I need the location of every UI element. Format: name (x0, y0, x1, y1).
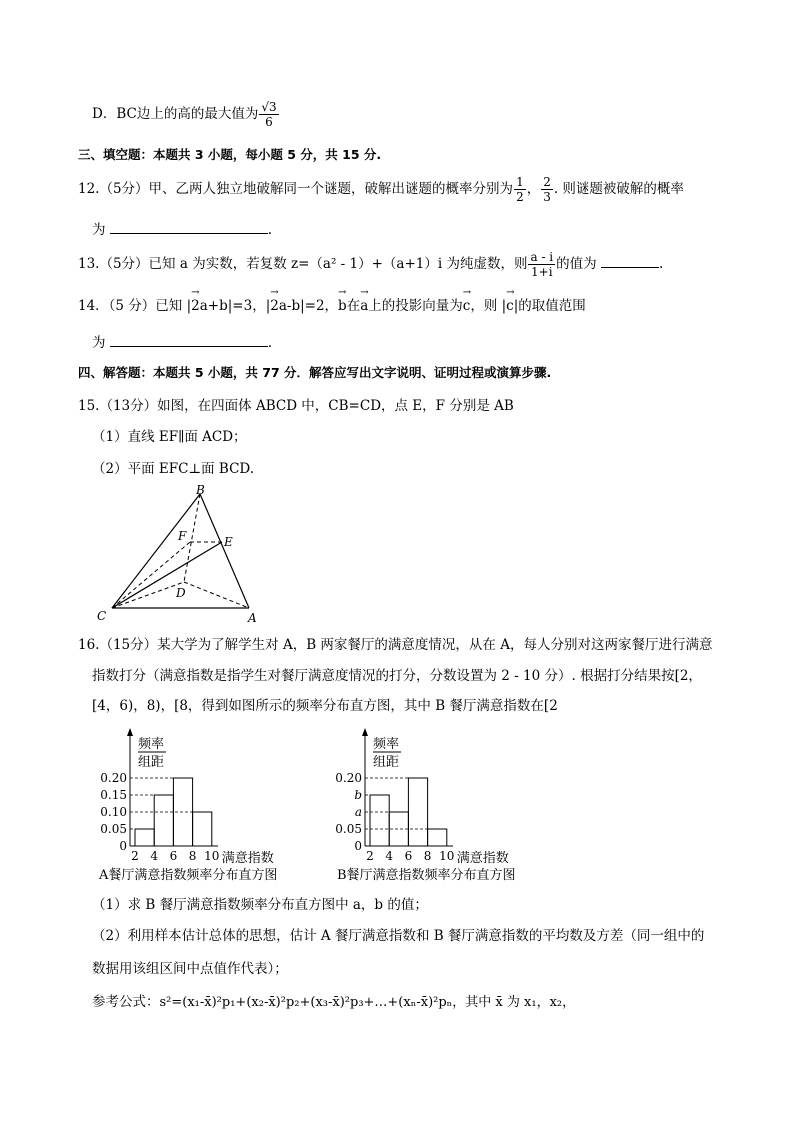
histogram-b (325, 724, 540, 864)
y-tick-label: b (354, 788, 362, 802)
fraction-numerator: 1 (516, 175, 524, 189)
y-tick-label: 0.05 (335, 822, 362, 836)
variance-formula: s²=(x₁-x̄)²p₁+(x₂-x̄)²p₂+(x₃-x̄)²p₃+…+(xₙ-x̄)²pₙ，其中 x̄ 为 x₁，x₂， (159, 995, 576, 1010)
q14-answer-blank[interactable] (110, 346, 268, 347)
q13-line (78, 250, 663, 279)
histogram-bar (135, 829, 154, 846)
y-tick-label: 0 (119, 839, 127, 853)
x-axis-label: 满意指数 (221, 851, 274, 864)
q12-prefix: 为 (92, 222, 106, 238)
edge-bc (112, 494, 200, 608)
y-label-top: 频率 (373, 737, 400, 752)
x-tick-label: 10 (204, 849, 220, 863)
q14-prefix: 为 (92, 335, 106, 351)
label-b: B (196, 483, 205, 497)
histogram-bar (370, 795, 389, 846)
q12-frac1 (514, 175, 526, 204)
y-label-bottom: 组距 (138, 755, 165, 770)
q12-text: 12.（5分）甲、乙两人独立地破解同一个谜题，破解出谜题的概率分别为 (78, 181, 514, 197)
q16-line1: 16.（15分）某大学为了解学生对 A，B 两家餐厅的满意度情况，从在 A，每人分别对这两家餐厅进行满意 (78, 637, 713, 653)
q12-answer-blank[interactable] (110, 233, 268, 234)
fraction-numerator: √3 (261, 100, 277, 114)
q14-text-3: |=2， (300, 298, 339, 314)
y-tick-label: a (354, 805, 362, 819)
q15-part2: （2）平面 EFC⊥面 BCD. (92, 461, 255, 477)
q13-text: 13.（5分）已知 a 为实数，若复数 z=（a² - 1）+（a+1）i 为纯虚数，则 (78, 256, 528, 272)
histogram-bar (193, 812, 212, 846)
label-f: F (178, 529, 187, 543)
x-tick-label: 10 (439, 849, 455, 863)
x-tick-label: 6 (404, 849, 413, 863)
q14-vector-b: → b (338, 298, 347, 314)
formula-label: 参考公式： (92, 994, 160, 1010)
histogram-a-caption: A餐厅满意指数频率分布直方图 (99, 868, 278, 883)
q12-sep: ， (526, 181, 541, 197)
tetrahedron-figure (92, 482, 262, 627)
q14-vector-c-abs: → c (506, 298, 514, 314)
x-tick-label: 4 (385, 849, 394, 863)
fraction-denominator: 6 (265, 115, 273, 129)
q13-end: . (658, 256, 664, 272)
y-axis-arrow (127, 728, 133, 736)
label-d: D (176, 586, 186, 600)
option-d (92, 100, 280, 129)
y-label-bottom: 组距 (373, 755, 400, 770)
y-tick-label: 0 (354, 839, 362, 853)
q12-frac2 (541, 175, 553, 204)
q12-tail: . 则谜题被破解的概率 (553, 181, 684, 197)
fraction-denominator: 2 (516, 190, 524, 204)
q16-part1: （1）求 B 餐厅满意指数频率分布直方图中 a，b 的值； (92, 897, 428, 913)
q14-vector-a: → a (360, 298, 368, 314)
histogram-bar (428, 829, 447, 846)
q15-part1: （1）直线 EF∥面 ACD； (92, 429, 247, 445)
label-e: E (224, 535, 233, 549)
y-label-top: 频率 (138, 737, 165, 752)
x-axis-label: 满意指数 (456, 851, 509, 864)
option-d-text: BC边上的高的最大值为 (116, 106, 259, 122)
section-4-heading: 四、解答题：本题共 5 小题，共 77 分．解答应写出文字说明、证明过程或演算步骤. (78, 365, 552, 380)
y-tick-label: 0.20 (100, 771, 127, 785)
q14-text-5: 上的投影向量为 (368, 298, 463, 314)
q14-line1 (78, 294, 586, 314)
y-tick-label: 0.20 (335, 771, 362, 785)
y-tick-label: 0.10 (100, 805, 127, 819)
histogram-a (90, 724, 305, 864)
x-tick-label: 2 (366, 849, 374, 863)
q16-formula (92, 990, 575, 1010)
q14-text-7: |的取值范围 (513, 298, 586, 314)
q14-vector-expr-2: → 2a-b (270, 298, 300, 314)
fraction-numerator: 2 (543, 175, 551, 189)
fraction-denominator: 3 (543, 190, 551, 204)
q12-line2 (92, 218, 272, 238)
q14-text-1: 14．（5 分）已知 | (78, 298, 192, 314)
q16-part2b: 数据用该组区间中点值作代表）； (92, 961, 288, 977)
q16-line3: [4，6)，8)，[8，得到如图所示的频率分布直方图，其中 B 餐厅满意指数在[2 (92, 698, 558, 714)
q14-vector-c: → c (463, 298, 471, 314)
edge-bd (184, 494, 200, 582)
x-tick-label: 8 (188, 849, 197, 863)
q13-fraction (528, 250, 555, 279)
q16-part2a: （2）利用样本估计总体的思想，估计 A 餐厅满意指数和 B 餐厅满意指数的平均数及方差（同一组中的 (92, 928, 705, 944)
q14-end: . (267, 335, 273, 351)
label-c: C (97, 609, 107, 623)
y-tick-label: 0.15 (100, 788, 127, 802)
q12-end: . (267, 222, 273, 238)
segment-ce (112, 542, 222, 608)
x-tick-label: 2 (131, 849, 139, 863)
option-d-fraction (259, 100, 278, 129)
q14-vector-expr: → 2a+b (191, 298, 228, 314)
option-d-prefix: D． (92, 106, 117, 122)
q13-answer-blank[interactable] (601, 267, 659, 268)
fraction-denominator: 1+i (531, 265, 553, 279)
q16-line2: 指数打分（满意指数是指学生对餐厅满意度情况的打分，分数设置为 2 - 10 分）. 根据打分结果按[2， (92, 668, 702, 684)
q15-stem: 15.（13分）如图，在四面体 ABCD 中，CB=CD，点 E，F 分别是 AB (78, 398, 514, 414)
label-a: A (248, 611, 257, 625)
histogram-b-caption: B餐厅满意指数频率分布直方图 (337, 868, 516, 883)
y-tick-label: 0.05 (100, 822, 127, 836)
x-tick-label: 6 (169, 849, 178, 863)
fraction-numerator: a - i (530, 250, 554, 264)
q13-tail: 的值为 (556, 256, 597, 272)
q14-text-4: 在 (346, 298, 361, 314)
q14-text-2: |=3，| (227, 298, 271, 314)
section-3-heading: 三、填空题：本题共 3 小题，每小题 5 分，共 15 分. (78, 147, 382, 162)
x-tick-label: 8 (423, 849, 432, 863)
q12-line1 (78, 175, 684, 204)
q14-line2 (92, 331, 272, 351)
y-axis-arrow (362, 728, 368, 736)
q14-text-6: ，则 | (470, 298, 507, 314)
x-tick-label: 4 (150, 849, 159, 863)
histogram-bar (154, 795, 173, 846)
histogram-bar (408, 778, 427, 846)
